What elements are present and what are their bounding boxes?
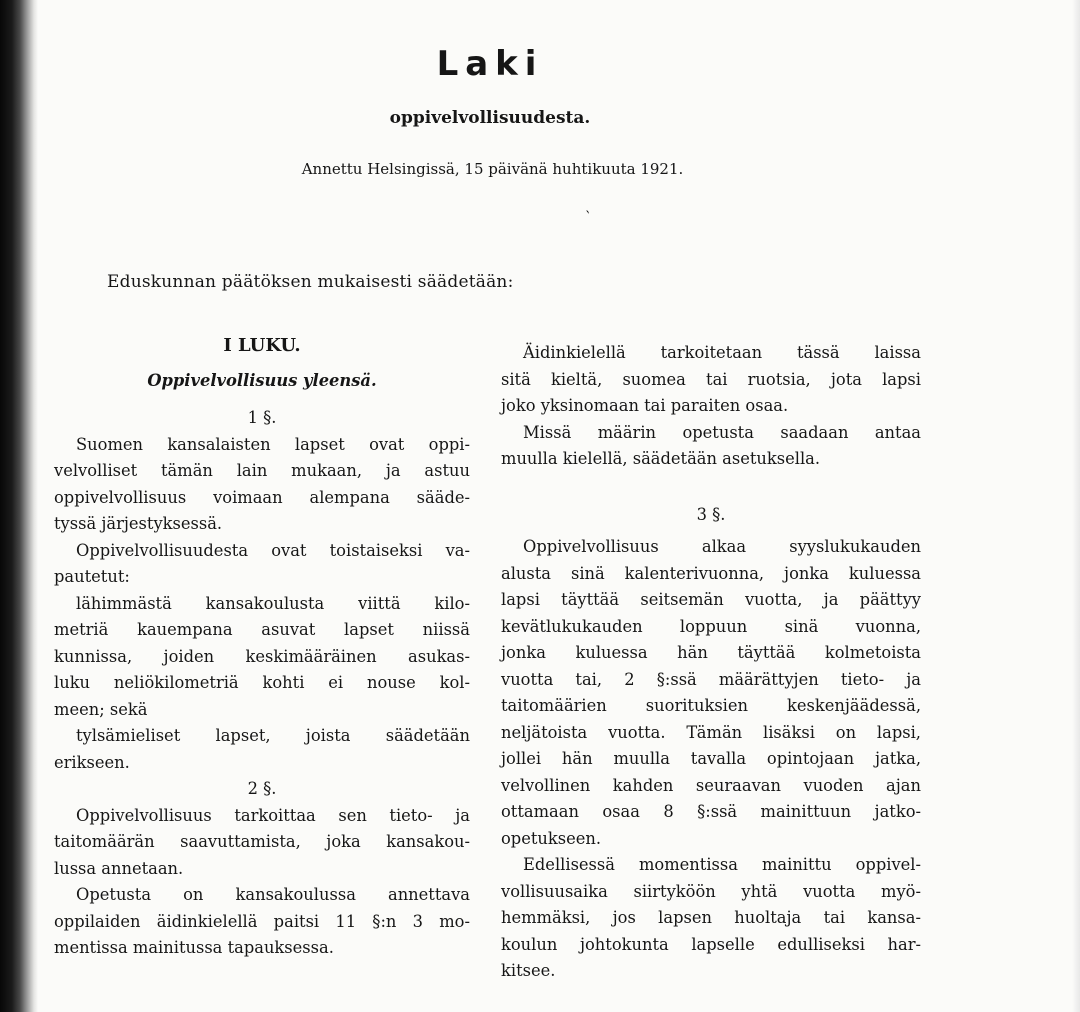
section-3-line: jonka kuluessa hän täyttää kolmetoista (501, 643, 921, 662)
exemption-a-line: luku neliökilometriä kohti ei nouse kol- (54, 673, 470, 692)
section-3-line: vuotta tai, 2 §:ssä määrättyjen tieto- ja (501, 669, 921, 689)
right-column (501, 340, 921, 985)
section-3-line: opetukseen. (501, 828, 602, 848)
section-3-line: kevätlukukauden loppuun sinä vuonna, (501, 616, 921, 636)
language-line: joko yksinomaan tai paraiten osaa. (501, 396, 789, 415)
section-1-line: velvolliset tämän lain mukaan, ja astuu (54, 461, 470, 480)
language-line: sitä kieltä, suomea tai ruotsia, jota lapsi (501, 369, 921, 389)
law-title: Laki (436, 44, 544, 84)
section-2-line: taitomäärän saavuttamista, joka kansakou- (54, 832, 470, 851)
section-3-line: jollei hän muulla tavalla opintojaan jatka, (501, 749, 921, 768)
exemption-a-line: meen; sekä (54, 699, 148, 719)
exemption-b-line: tylsämieliset lapset, joista säädetään (76, 726, 470, 745)
section-1-line: Suomen kansalaisten lapset ovat oppi- (76, 434, 470, 454)
section-3-line: koulun johtokunta lapselle edulliseksi har- (501, 934, 921, 954)
chapter-heading: I LUKU. (223, 335, 301, 356)
section-1-line: oppivelvollisuus voimaan alempana sääde- (54, 487, 470, 507)
scan-shadow-edge (0, 0, 38, 1012)
exemption-line: pautetut: (54, 567, 130, 586)
ink-mark: ˏ (584, 194, 595, 215)
section-3-line: vollisuusaika siirtyköön yhtä vuotta myö- (501, 881, 921, 901)
date-line: Annettu Helsingissä, 15 päivänä huhtikuuta 1921. (301, 160, 684, 178)
section-2-line: mentissa mainitussa tapauksessa. (54, 938, 334, 957)
section-3-line: taitomäärien suorituksien keskenjäädessä, (501, 696, 921, 715)
exemption-a-line: lähimmästä kansakoulusta viittä kilo- (76, 593, 470, 613)
language-line: muulla kielellä, säädetään asetuksella. (501, 449, 821, 468)
section-3-line: neljätoista vuotta. Tämän lisäksi on lapsi, (501, 722, 921, 742)
left-column (54, 333, 470, 962)
section-1-line: tyssä järjestyksessä. (54, 514, 223, 533)
exemption-a-line: kunnissa, joiden keskimääräinen asukas- (54, 646, 470, 666)
exemption-line: Oppivelvollisuudesta ovat toistaiseksi va- (76, 540, 470, 560)
section-2-line: Opetusta on kansakoulussa annettava (76, 885, 470, 904)
section-1-heading: 1 §. (247, 408, 277, 427)
section-3-line: lapsi täyttää seitsemän vuotta, ja päättyy (501, 590, 921, 609)
enactment-clause: Eduskunnan päätöksen mukaisesti säädetään: (107, 272, 514, 292)
section-3-line: velvollinen kahden seuraavan vuoden ajan (501, 775, 921, 795)
section-3-line: alusta sinä kalenterivuonna, jonka kuluessa (501, 563, 921, 583)
section-3-line: kitsee. (501, 961, 556, 980)
language-line: Missä määrin opetusta saadaan antaa (523, 422, 921, 442)
exemption-a-line: metriä kauempana asuvat lapset niissä (54, 620, 470, 639)
section-2-heading: 2 §. (247, 779, 277, 798)
section-2-line: Oppivelvollisuus tarkoittaa sen tieto- ja (76, 805, 470, 825)
scan-right-edge (1072, 0, 1080, 1012)
section-2-line: lussa annetaan. (54, 858, 184, 878)
section-3-heading: 3 §. (696, 504, 726, 524)
exemption-b-line: erikseen. (54, 752, 130, 772)
section-2-line: oppilaiden äidinkielellä paitsi 11 §:n 3 mo- (54, 911, 470, 931)
section-3-line: ottamaan osaa 8 §:ssä mainittuun jatko- (501, 802, 921, 821)
chapter-title: Oppivelvollisuus yleensä. (147, 370, 377, 390)
language-line: Äidinkielellä tarkoitetaan tässä laissa (523, 343, 921, 362)
law-subtitle: oppivelvollisuudesta. (389, 108, 591, 128)
section-3-line: Oppivelvollisuus alkaa syyslukukauden (523, 537, 921, 556)
section-3-line: Edellisessä momentissa mainittu oppivel- (523, 855, 921, 874)
section-3-line: hemmäksi, jos lapsen huoltaja tai kansa- (501, 908, 921, 927)
